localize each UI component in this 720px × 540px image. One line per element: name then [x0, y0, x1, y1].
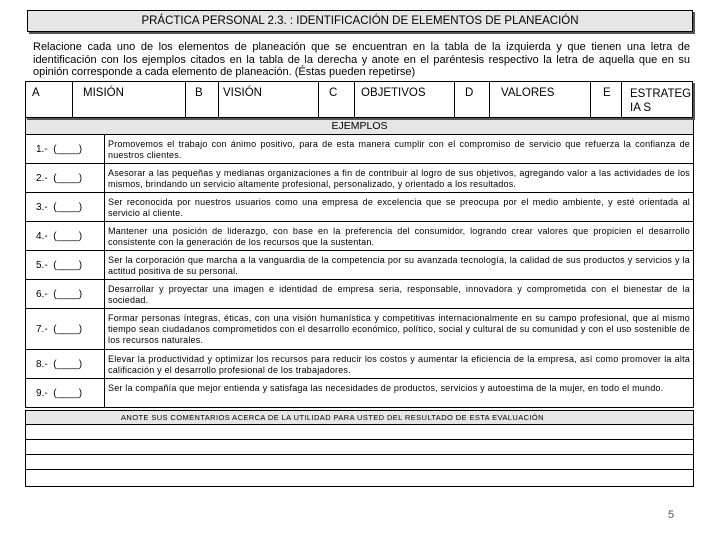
legend-label-valores: VALORES	[490, 82, 591, 117]
legend-letter-a: A	[26, 82, 73, 117]
legend-letter-e: E	[591, 82, 622, 117]
example-row-7	[26, 309, 693, 350]
example-row-1	[26, 135, 693, 164]
legend-label-estrategias: ESTRATEGIA S	[630, 88, 692, 114]
page-title: PRÁCTICA PERSONAL 2.3. : IDENTIFICACIÓN DE ELEMENTOS DE PLANEACIÓN	[27, 10, 693, 32]
legend-letter-d: D	[455, 82, 490, 117]
legend-label-objetivos: OBJETIVOS	[355, 82, 455, 117]
comments-header: ANOTE SUS COMENTARIOS ACERCA DE LA UTILIDAD PARA USTED DEL RESULTADO DE ESTA EVALUACIÓN	[26, 411, 693, 425]
answer-blank-1[interactable]: (____)	[53, 143, 83, 155]
example-text: Asesorar a las pequeñas y medianas organizaciones a fin de contribuir al logro de sus objetivos, agregando valor a las actividades de los mismos, brindando un servicio altamente profesional, personalizado, y orientado a los resultados.	[108, 168, 690, 189]
legend-letter-b: B	[186, 82, 219, 117]
example-text: Ser la compañía que mejor entienda y satisfaga las necesidades de productos, servicios y autoestima de la mujer, en todo el mundo.	[108, 383, 664, 393]
legend-label-vision: VISIÓN	[219, 82, 319, 117]
example-text: Mantener una posición de liderazgo, con base en la preferencia del consumidor, logrando crear valores que propicien el desarrollo consistente con la generación de los recursos que la sustentan.	[108, 226, 690, 247]
comment-line-1[interactable]	[26, 425, 693, 440]
example-row-4	[26, 222, 693, 251]
legend-letter-c: C	[319, 82, 355, 117]
examples-header: EJEMPLOS	[26, 111, 693, 135]
example-number: 3.- (____)	[26, 193, 105, 221]
example-number: 8.- (____)	[26, 350, 105, 378]
instructions-text: Relacione cada uno de los elementos de planeación que se encuentran en la tabla de la izquierda y que tienen una letra de identificación con los ejemplos citados en la tabla de la derecha y anote en el paréntesis respectivo la letra de aquella que en su opinión corresponde a cada elemento de planeación. (Éstas pueden repetirse)	[33, 41, 690, 78]
answer-blank-6[interactable]: (____)	[53, 288, 83, 300]
example-number: 4.- (____)	[26, 222, 105, 250]
comment-line-3[interactable]	[26, 455, 693, 470]
examples-table	[25, 110, 694, 408]
answer-blank-3[interactable]: (____)	[53, 201, 83, 213]
answer-blank-9[interactable]: (____)	[53, 387, 83, 399]
example-row-2	[26, 164, 693, 193]
example-number: 5.- (____)	[26, 251, 105, 279]
example-number: 7.- (____)	[26, 309, 105, 349]
answer-blank-5[interactable]: (____)	[53, 259, 83, 271]
example-text: Desarrollar y proyectar una imagen e identidad de empresa seria, responsable, innovadora y comprometida con el bienestar de la sociedad.	[108, 284, 690, 305]
example-number: 6.- (____)	[26, 280, 105, 308]
example-number: 1.- (____)	[26, 135, 105, 163]
comments-box	[25, 410, 694, 487]
example-text: Elevar la productividad y optimizar los recursos para reducir los costos y aumentar la eficiencia de la empresa, así como promover la alta calificación y el desarrollo profesional de los trabajadores.	[108, 354, 690, 375]
legend-label-mision: MISIÓN	[73, 82, 186, 117]
example-row-9	[26, 379, 693, 407]
example-row-5	[26, 251, 693, 280]
example-text: Promovemos el trabajo con ánimo positivo, para de esta manera cumplir con el compromiso de servicio que refuerza la confianza de nuestros clientes.	[108, 139, 690, 160]
answer-blank-8[interactable]: (____)	[53, 358, 83, 370]
answer-blank-2[interactable]: (____)	[53, 172, 83, 184]
example-text: Formar personas íntegras, éticas, con una visión humanística y competitivas internacionalmente en su campo profesional, que al mismo tiempo sean ciudadanos comprometidos con el desarrollo económico, político, social y cultural de su comunidad y con el uso sostenible de los recursos naturales.	[108, 313, 690, 345]
example-row-3	[26, 193, 693, 222]
answer-blank-4[interactable]: (____)	[53, 230, 83, 242]
example-number: 2.- (____)	[26, 164, 105, 192]
example-text: Ser reconocida por nuestros usuarios como una empresa de excelencia que se preocupa por el medio ambiente, y esté orientada al servicio al cliente.	[108, 197, 690, 218]
example-text: Ser la corporación que marcha a la vanguardia de la competencia por su avanzada tecnología, la calidad de sus productos y servicios y la actitud positiva de su personal.	[108, 255, 690, 276]
answer-blank-7[interactable]: (____)	[53, 323, 83, 335]
comment-line-2[interactable]	[26, 440, 693, 455]
planning-elements-legend	[25, 81, 693, 118]
example-row-8	[26, 350, 693, 379]
example-row-6	[26, 280, 693, 309]
page-number: 5	[668, 509, 675, 521]
example-number: 9.- (____)	[26, 379, 105, 407]
comment-line-4[interactable]	[26, 470, 693, 485]
